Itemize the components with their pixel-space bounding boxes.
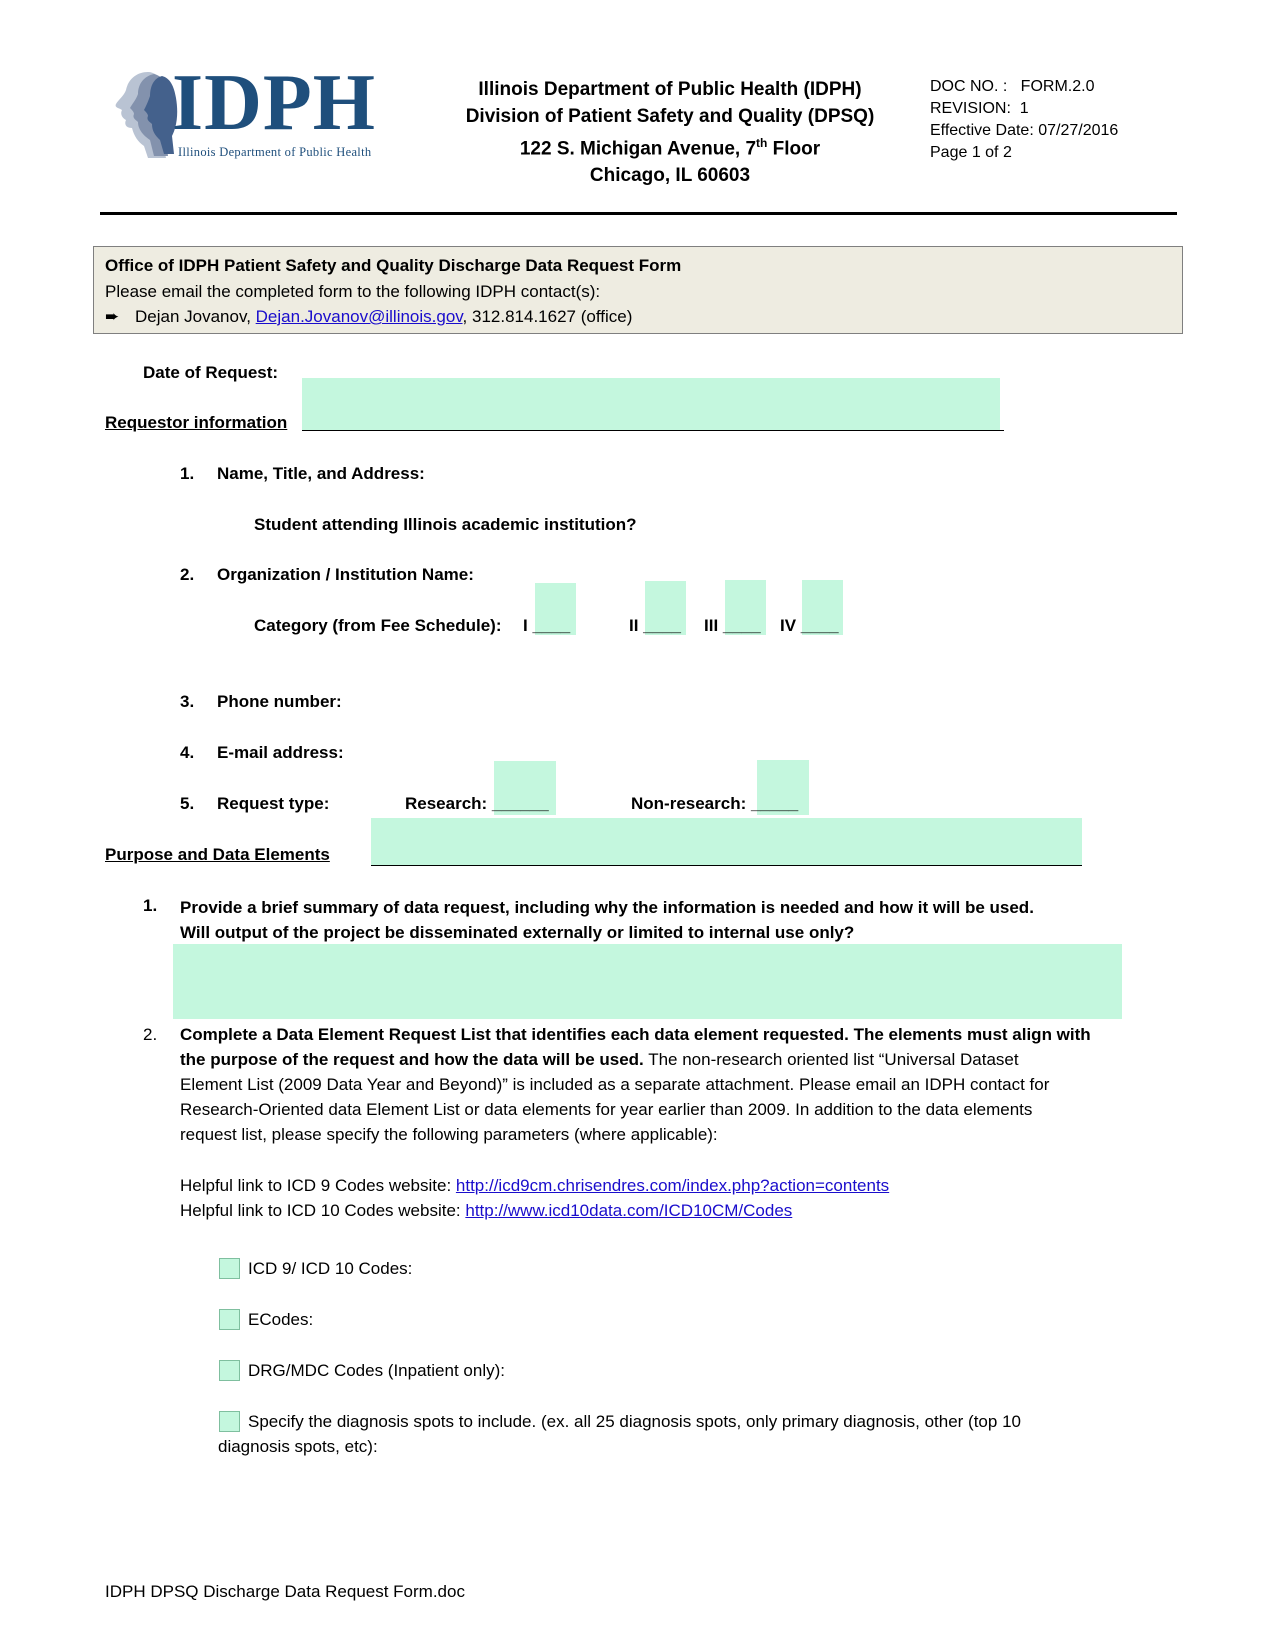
division-name: Division of Patient Safety and Quality (DPSQ) <box>465 106 875 127</box>
floor-text: Floor <box>767 138 821 160</box>
q1-summary-field[interactable] <box>173 944 1122 1019</box>
contact-line <box>105 305 1171 329</box>
name-title-address-label: Name, Title, and Address: <box>217 464 425 483</box>
q1-number: 1. <box>143 896 158 915</box>
email-label: E-mail address: <box>217 743 344 762</box>
q2-line-2-bold: the purpose of the request and how the data will be used. <box>180 1050 644 1069</box>
logo-subtitle: Illinois Department of Public Health <box>178 145 372 159</box>
q2-text <box>180 1022 1180 1147</box>
diagnosis-spots-label-cont: diagnosis spots, etc): <box>218 1437 378 1456</box>
requestor-underline <box>302 430 1004 431</box>
agency-address-block <box>430 76 910 189</box>
purpose-underline <box>371 865 1082 866</box>
icd-codes-label: ICD 9/ ICD 10 Codes: <box>248 1259 413 1278</box>
q2-line-1: Complete a Data Element Request List that identifies each data element requested. The elements must align with <box>180 1025 1091 1044</box>
category-i: I ____ <box>523 616 571 635</box>
q2-number: 2. <box>143 1025 158 1044</box>
drg-mdc-label: DRG/MDC Codes (Inpatient only): <box>248 1361 505 1380</box>
office-info-box <box>93 246 1183 334</box>
revision: REVISION: 1 <box>930 100 1029 117</box>
organization-label: Organization / Institution Name: <box>217 565 474 584</box>
form-title: Office of IDPH Patient Safety and Quality Discharge Data Request Form <box>105 256 682 275</box>
research-option: Research: ______ <box>405 794 549 813</box>
phone-label: Phone number: <box>217 692 342 711</box>
date-of-request-field[interactable] <box>302 378 1000 430</box>
diagnosis-spots-checkbox[interactable] <box>219 1411 240 1432</box>
header-divider <box>100 212 1177 215</box>
city-state: Chicago, IL 60603 <box>589 165 751 187</box>
q2-line-4: Research-Oriented data Element List or data elements for year earlier than 2009. In addition to the data elements <box>180 1100 1033 1119</box>
nonresearch-option: Non-research: _____ <box>631 794 799 813</box>
illinois-profile-icon <box>108 70 178 160</box>
floor-suffix: th <box>756 136 768 150</box>
document-info <box>930 76 1118 164</box>
agency-name: Illinois Department of Public Health (IDPH) <box>478 79 862 100</box>
street-address <box>430 130 910 162</box>
q2-line-5: request list, please specify the following parameters (where applicable): <box>180 1125 718 1144</box>
contact-name: Dejan Jovanov, <box>135 307 256 326</box>
footer-filename: IDPH DPSQ Discharge Data Request Form.doc <box>105 1582 465 1601</box>
q1-line-2: Will output of the project be disseminated externally or limited to internal use only? <box>180 923 855 942</box>
category-iv: IV ____ <box>780 616 839 635</box>
q2-line-2 <box>180 1047 1180 1072</box>
q2-line-3: Element List (2009 Data Year and Beyond)” is included as a separate attachment. Please email an IDPH contact for <box>180 1075 1050 1094</box>
icd9-link[interactable]: http://icd9cm.chrisendres.com/index.php?action=contents <box>455 1176 890 1195</box>
icd-codes-checkbox[interactable] <box>219 1258 240 1279</box>
purpose-heading-field[interactable] <box>371 818 1082 866</box>
icd10-link-line <box>180 1198 792 1223</box>
email-instruction: Please email the completed form to the following IDPH contact(s): <box>105 282 601 301</box>
item-1-number: 1. <box>180 464 195 483</box>
icd10-label: Helpful link to ICD 10 Codes website: <box>180 1201 466 1220</box>
q2-line-2-rest: The non-research oriented list “Universal Dataset <box>643 1050 1019 1069</box>
ecodes-label: ECodes: <box>248 1310 314 1329</box>
date-of-request-label: Date of Request: <box>143 363 279 382</box>
item-2-number: 2. <box>180 565 195 584</box>
drg-mdc-checkbox[interactable] <box>219 1360 240 1381</box>
logo-wordmark: IDPH <box>172 59 376 147</box>
category-label: Category (from Fee Schedule): <box>254 616 502 635</box>
diagnosis-spots-label: Specify the diagnosis spots to include. (ex. all 25 diagnosis spots, only primary diagnosis, other (top 10 <box>248 1412 1021 1431</box>
page-number: Page 1 of 2 <box>930 144 1012 161</box>
doc-number: DOC NO. : FORM.2.0 <box>930 78 1095 95</box>
category-iii: III ____ <box>704 616 761 635</box>
category-ii: II ____ <box>629 616 681 635</box>
q1-line-1: Provide a brief summary of data request, including why the information is needed and how it will be used. <box>180 898 1034 917</box>
contact-phone: , 312.814.1627 (office) <box>462 307 633 326</box>
contact-email-link[interactable]: Dejan.Jovanov@illinois.gov <box>255 307 463 326</box>
item-3-number: 3. <box>180 692 195 711</box>
q1-text <box>180 895 1034 945</box>
effective-date: Effective Date: 07/27/2016 <box>930 122 1119 139</box>
purpose-heading: Purpose and Data Elements <box>105 845 330 864</box>
icd10-link[interactable]: http://www.icd10data.com/ICD10CM/Codes <box>465 1201 793 1220</box>
street-text: 122 S. Michigan Avenue, 7 <box>519 138 757 160</box>
icd9-label: Helpful link to ICD 9 Codes website: <box>180 1176 456 1195</box>
item-4-number: 4. <box>180 743 195 762</box>
student-question: Student attending Illinois academic institution? <box>254 515 637 534</box>
arrow-bullet-icon: ➨ <box>105 307 120 326</box>
ecodes-checkbox[interactable] <box>219 1309 240 1330</box>
icd9-link-line <box>180 1173 889 1198</box>
requestor-heading: Requestor information <box>105 413 288 432</box>
item-5-number: 5. <box>180 794 195 813</box>
request-type-label: Request type: <box>217 794 330 813</box>
